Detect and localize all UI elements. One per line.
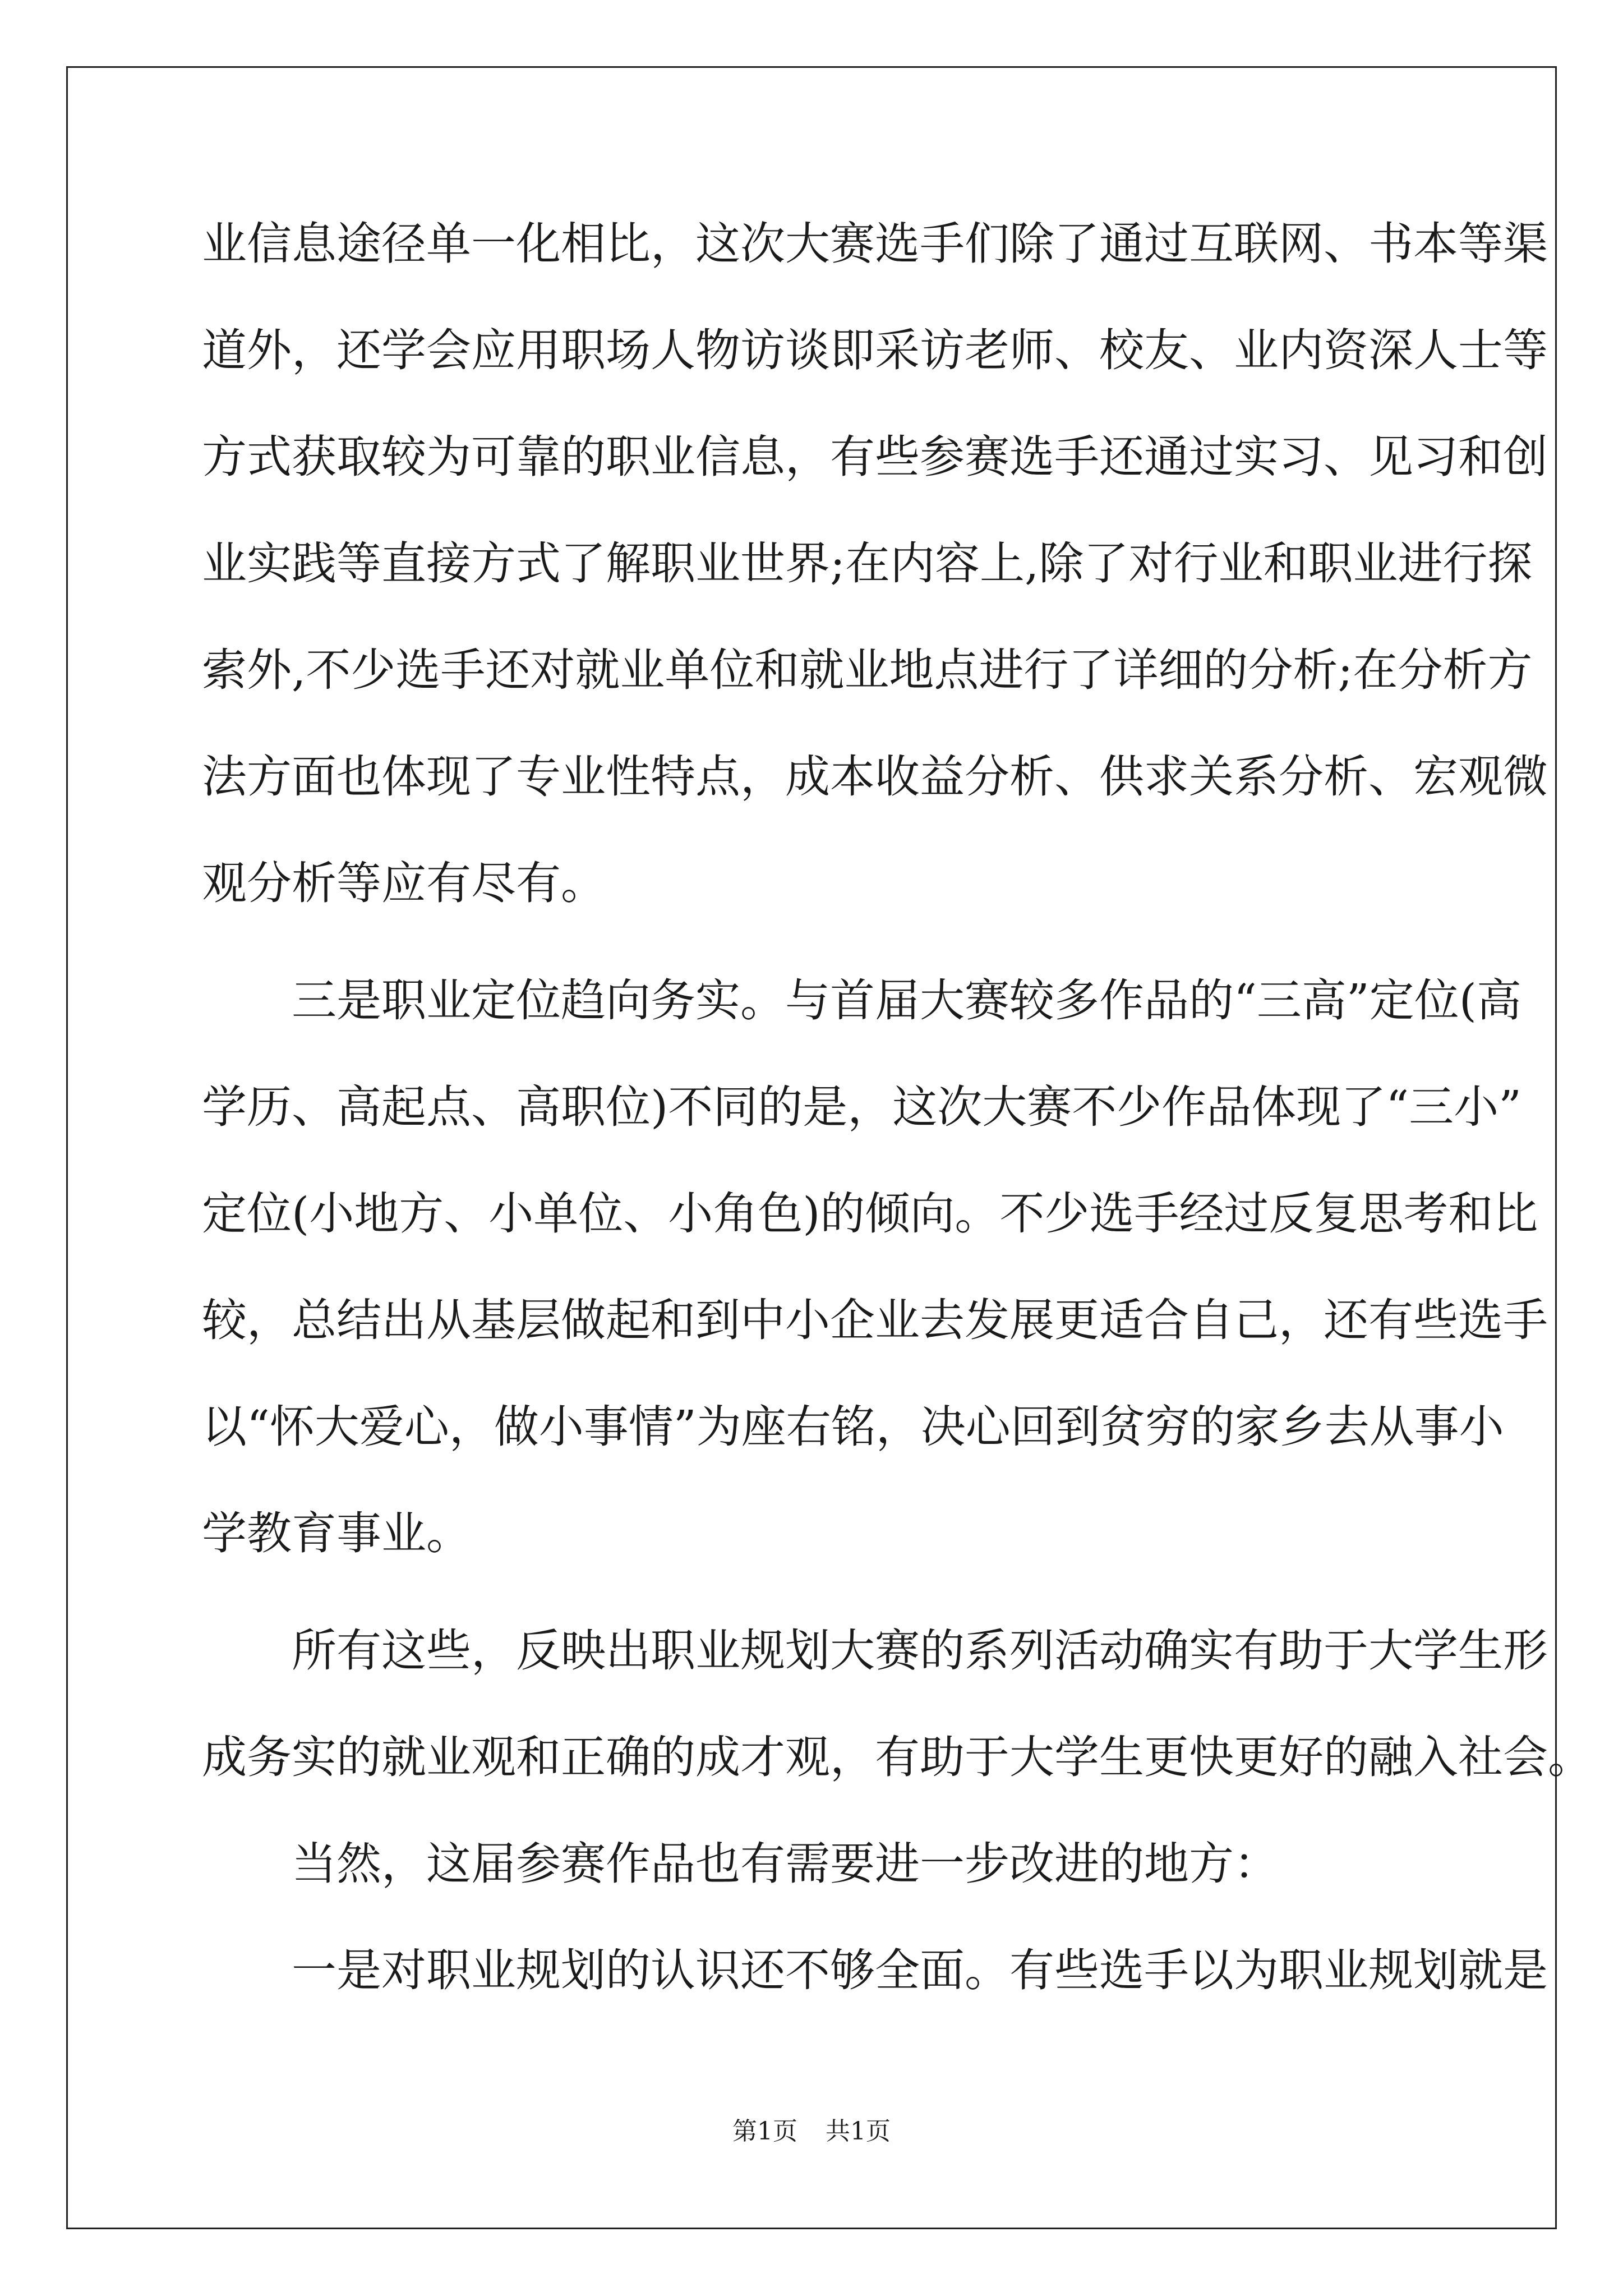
paragraph-1 xyxy=(202,208,1548,954)
text-line: 以“怀大爱心，做小事情”为座右铭，决心回到贫穷的家乡去从事小 xyxy=(202,1401,1504,1453)
paragraph-4 xyxy=(202,1828,1430,1934)
page-total: 共1页 xyxy=(826,2117,891,2146)
text-line: 观分析等应有尽有。 xyxy=(202,857,606,909)
paragraph-3 xyxy=(202,1614,1593,1828)
document-body xyxy=(202,208,1593,2041)
paragraph-2 xyxy=(202,964,1548,1604)
text-line: 方式获取较为可靠的职业信息，有些参赛选手还通过实习、见习和创 xyxy=(202,431,1548,483)
text-line: 学历、高起点、高职位)不同的是，这次大赛不少作品体现了“三小” xyxy=(202,1081,1522,1133)
text-line: 较，总结出从基层做起和到中小企业去发展更适合自己，还有些选手 xyxy=(202,1294,1548,1346)
paragraph-5 xyxy=(202,1934,1548,2041)
page-number: 第1页 xyxy=(732,2117,797,2146)
text-line: 学教育事业。 xyxy=(202,1507,471,1559)
text-line: 法方面也体现了专业性特点，成本收益分析、供求关系分析、宏观微 xyxy=(202,751,1548,803)
text-line: 业实践等直接方式了解职业世界;在内容上,除了对行业和职业进行探 xyxy=(202,537,1533,590)
text-line: 一是对职业规划的认识还不够全面。有些选手以为职业规划就是 xyxy=(292,1944,1548,1996)
text-line: 道外，还学会应用职场人物访谈即采访老师、校友、业内资深人士等 xyxy=(202,324,1548,376)
page-footer xyxy=(0,2115,1623,2148)
text-line: 所有这些，反映出职业规划大赛的系列活动确实有助于大学生形 xyxy=(292,1625,1548,1677)
text-line: 三是职业定位趋向务实。与首届大赛较多作品的“三高”定位(高 xyxy=(292,974,1522,1027)
text-line: 业信息途径单一化相比，这次大赛选手们除了通过互联网、书本等渠 xyxy=(202,218,1548,270)
text-line: 当然，这届参赛作品也有需要进一步改进的地方： xyxy=(292,1838,1279,1890)
text-line: 定位(小地方、小单位、小角色)的倾向。不少选手经过反复思考和比 xyxy=(202,1188,1538,1240)
text-line: 索外,不少选手还对就业单位和就业地点进行了详细的分析;在分析方 xyxy=(202,644,1533,696)
text-line: 成务实的就业观和正确的成才观，有助于大学生更快更好的融入社会。 xyxy=(202,1731,1593,1783)
